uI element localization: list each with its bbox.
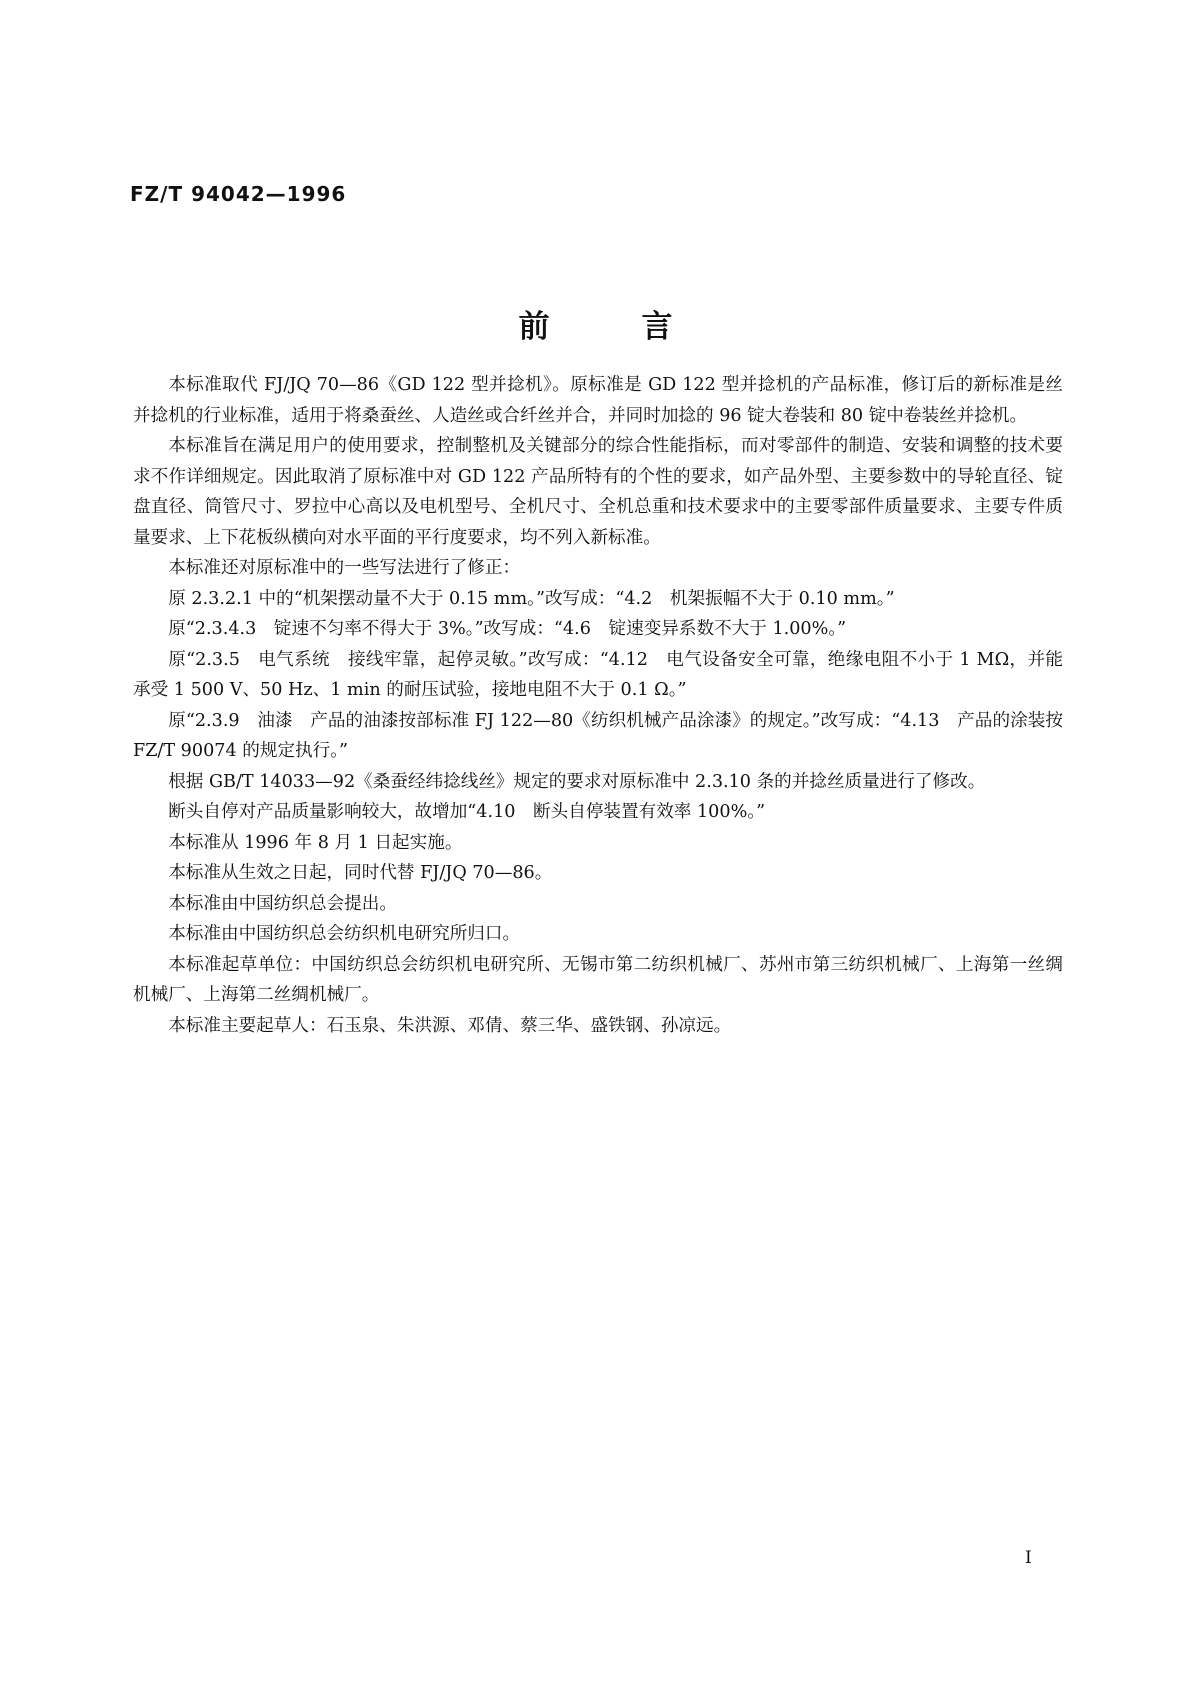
paragraph-drafting-units: 本标准起草单位：中国纺织总会纺织机电研究所、无锡市第二纺织机械厂、苏州市第三纺织机械厂、上海第一丝绸机械厂、上海第二丝绸机械厂。 — [133, 954, 1063, 1005]
page-title-part-2: 言 — [641, 309, 673, 345]
paragraph-correction-paint: 原“2.3.9 油漆 产品的油漆按部标准 FJ 122—80《纺织机械产品涂漆》的规定。”改写成：“4.13 产品的涂装按 FZ/T 90074 的规定执行。” — [133, 710, 1063, 761]
paragraph-proposed-by: 本标准由中国纺织总会提出。 — [168, 893, 397, 914]
standard-code: FZ/T 94042—1996 — [130, 182, 347, 206]
paragraph-responsible-unit: 本标准由中国纺织总会纺织机电研究所归口。 — [168, 924, 521, 944]
paragraph-effective-date: 本标准从 1996 年 8 月 1 日起实施。 — [168, 832, 463, 853]
paragraph-silk-quality: 根据 GB/T 14033—92《桑蚕经纬捻线丝》规定的要求对原标准中 2.3.10 条的并捻丝质量进行了修改。 — [168, 771, 986, 792]
paragraph-correction-electrical: 原“2.3.5 电气系统 接线牢靠，起停灵敏。”改写成：“4.12 电气设备安全可靠，绝缘电阻不小于 1 MΩ，并能承受 1 500 V、50 Hz、1 min 的耐压试验，接地电阻不大于 0.1 Ω。” — [133, 649, 1063, 700]
paragraph-purpose: 本标准旨在满足用户的使用要求，控制整机及关键部分的综合性能指标，而对零部件的制造、安装和调整的技术要求不作详细规定。因此取消了原标准中对 GD 122 产品所特有的个性的要求，如产品外型、主要参数中的导轮直径、锭盘直径、筒管尺寸、罗拉中心高以及电机型号、全机尺寸、全机总重和技术要求中的主要零部件质量要求、主要专件质量要求、上下花板纵横向对水平面的平行度要求，均不列入新标准。 — [133, 436, 1063, 548]
paragraph-correction-spindle: 原“2.3.4.3 锭速不匀率不得大于 3%。”改写成：“4.6 锭速变异系数不大于 1.00%。” — [168, 619, 847, 639]
paragraph-drafters: 本标准主要起草人：石玉泉、朱洪源、邓倩、蔡三华、盛铁钢、孙凉远。 — [168, 1015, 732, 1036]
paragraph-corrections-intro: 本标准还对原标准中的一些写法进行了修正： — [168, 558, 521, 578]
page-number: I — [1025, 1548, 1032, 1568]
paragraph-correction-frame: 原 2.3.2.1 中的“机架摆动量不大于 0.15 mm。”改写成：“4.2 机架振幅不大于 0.10 mm。” — [168, 588, 895, 609]
foreword-body — [133, 370, 1063, 1041]
paragraph-break-stop: 断头自停对产品质量影响较大，故增加“4.10 断头自停装置有效率 100%。” — [168, 802, 766, 822]
paragraph-supersedes: 本标准从生效之日起，同时代替 FJ/JQ 70—86。 — [168, 863, 553, 883]
page-title-part-1: 前 — [518, 309, 550, 345]
paragraph-replaces: 本标准取代 FJ/JQ 70—86《GD 122 型并捻机》。原标准是 GD 122 型并捻机的产品标准，修订后的新标准是丝并捻机的行业标准，适用于将桑蚕丝、人造丝或合纤丝并合，并同时加捻的 96 锭大卷装和 80 锭中卷装丝并捻机。 — [133, 375, 1063, 426]
page-title — [0, 301, 1191, 346]
